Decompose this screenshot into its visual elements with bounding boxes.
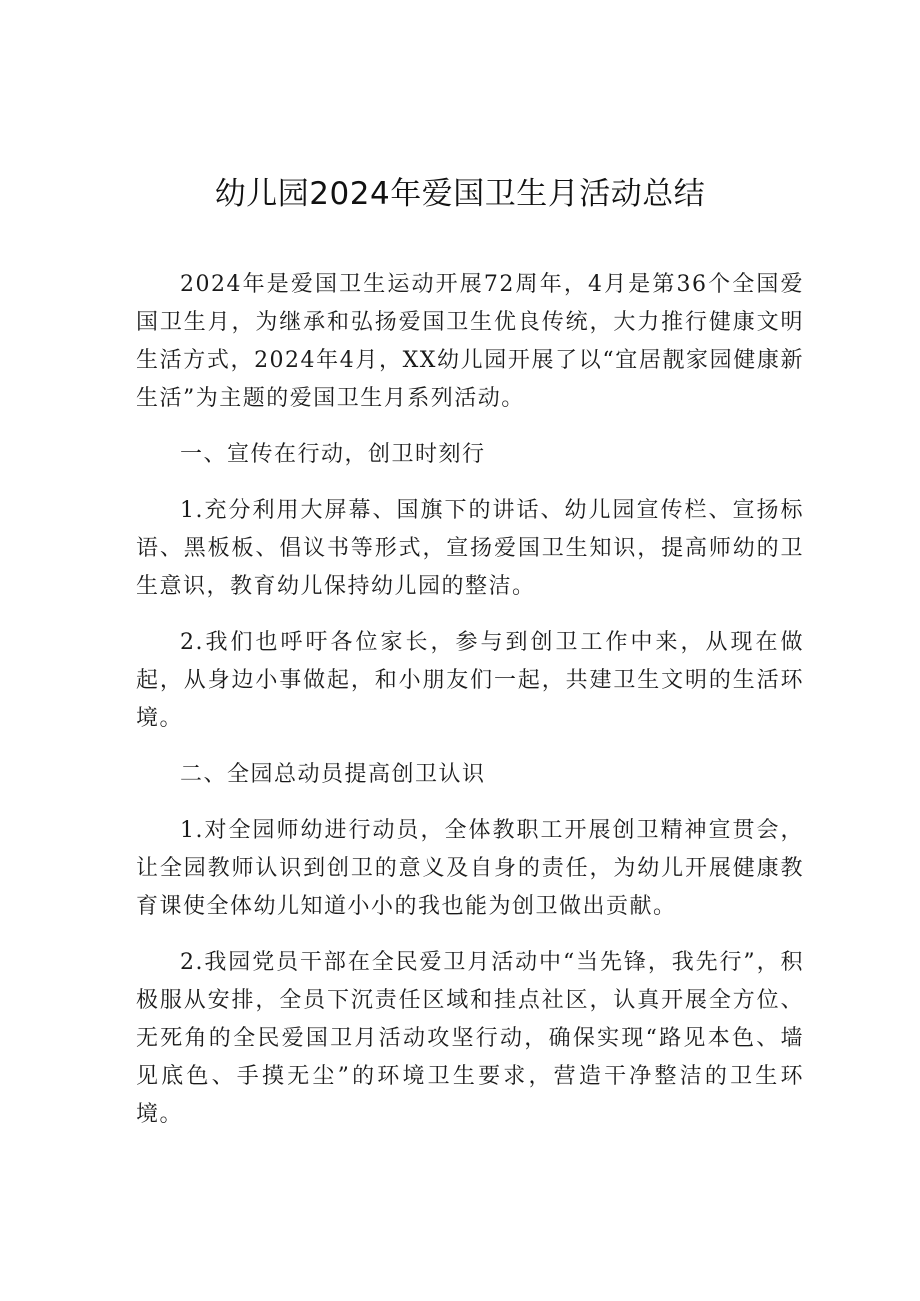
paragraph-1-1: 1.充分利用大屏幕、国旗下的讲话、幼儿园宣传栏、宣扬标语、黑板板、倡议书等形式，宣扬爱国卫生知识，提高师幼的卫生意识，教育幼儿保持幼儿园的整洁。 — [136, 498, 804, 599]
document-body — [136, 266, 804, 1152]
paragraph-2-1: 1.对全园师幼进行动员，全体教职工开展创卫精神宣贯会，让全园教师认识到创卫的意义及自身的责任，为幼儿开展健康教育课使全体幼儿知道小小的我也能为创卫做出贡献。 — [136, 818, 804, 919]
paragraph-1-2: 2.我们也呼吁各位家长，参与到创卫工作中来，从现在做起，从身边小事做起，和小朋友们一起，共建卫生文明的生活环境。 — [136, 630, 804, 731]
section-heading-1: 一、宣传在行动，创卫时刻行 — [180, 442, 486, 467]
paragraph-intro: 2024年是爱国卫生运动开展72周年，4月是第36个全国爱国卫生月，为继承和弘扬爱国卫生优良传统，大力推行健康文明生活方式，2024年4月，XX幼儿园开展了以“宜居靓家园健康新生活”为主题的爱国卫生月系列活动。 — [136, 272, 804, 411]
section-heading-2: 二、全园总动员提高创卫认识 — [180, 762, 486, 787]
paragraph-2-2: 2.我园党员干部在全民爱卫月活动中“当先锋，我先行”，积极服从安排，全员下沉责任区域和挂点社区，认真开展全方位、无死角的全民爱国卫月活动攻坚行动，确保实现“路见本色、墙见底色、手摸无尘”的环境卫生要求，营造干净整洁的卫生环境。 — [136, 950, 804, 1127]
document-title: 幼儿园2024年爱国卫生月活动总结 — [214, 176, 706, 212]
